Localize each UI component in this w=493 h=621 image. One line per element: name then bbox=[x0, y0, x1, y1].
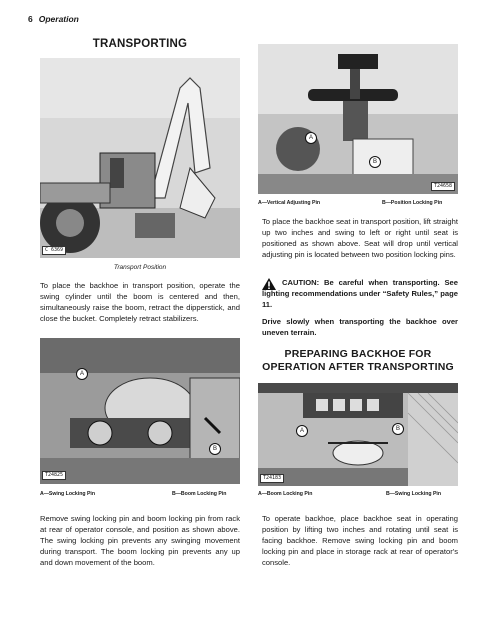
caption-a: A—Swing Locking Pin bbox=[40, 491, 96, 497]
callout-a: A bbox=[305, 132, 317, 144]
preparing-title-line2: OPERATION AFTER TRANSPORTING bbox=[262, 361, 454, 373]
page-header bbox=[28, 14, 79, 24]
photo-tag: T24183 bbox=[260, 474, 284, 483]
photo-tag: T24658 bbox=[431, 182, 455, 191]
caption-b: B—Swing Locking Pin bbox=[386, 491, 442, 497]
preparing-title-line1: PREPARING BACKHOE FOR bbox=[284, 348, 432, 360]
seat-paragraph: To place the backhoe seat in transport position, lift straight up two inches and swing to left or right until seat is positioned as shown above. Seat will drop until vertical adjusting pin is located between two position locking pins. bbox=[262, 217, 458, 259]
callout-b: B bbox=[369, 156, 381, 168]
photo-tag: T24825 bbox=[42, 471, 66, 480]
transport-position-photo bbox=[40, 58, 240, 258]
console-photo bbox=[258, 383, 458, 486]
caption-a: A—Boom Locking Pin bbox=[258, 491, 313, 497]
page-number: 6 bbox=[28, 14, 33, 24]
callout-a: A bbox=[296, 425, 308, 437]
callout-b: B bbox=[392, 423, 404, 435]
transport-paragraph: To place the backhoe in transport position, operate the swing cylinder until the boom is centered and then, simultaneously raise the boom, retract the dipperstick, and close the bucket. Completely retract stabilizers. bbox=[40, 281, 240, 323]
seat-photo bbox=[258, 44, 458, 194]
section-name: Operation bbox=[38, 14, 79, 24]
caption-b: B—Boom Locking Pin bbox=[172, 491, 227, 497]
drive-slowly-text: Drive slowly when transporting the backhoe over uneven terrain. bbox=[262, 317, 458, 337]
caption-b: B—Position Locking Pin bbox=[382, 200, 443, 206]
remove-pins-paragraph: Remove swing locking pin and boom locking pin from rack at rear of operator console, and position as shown above. The swing locking pin prevents any swinging movement during transport. The boom locking pin prevents any up and down movement of the boom. bbox=[40, 514, 240, 567]
operate-backhoe-paragraph: To operate backhoe, place backhoe seat in operating position by lifting two inches and rotating until seat is facing backhoe. Remove swing locking pin and boom locking pin and place in storage rack at rear of operator's console. bbox=[262, 514, 458, 567]
caution-text: CAUTION: Be careful when transporting. See lighting recommendations under “Safety Rules,” page 11. bbox=[262, 278, 458, 309]
transporting-title: TRANSPORTING bbox=[92, 38, 188, 50]
photo-tag: C 6369 bbox=[42, 246, 66, 255]
callout-a: A bbox=[76, 368, 88, 380]
photo-caption: Transport Position bbox=[113, 264, 167, 271]
caption-a: A—Vertical Adjusting Pin bbox=[258, 200, 321, 206]
locking-pins-photo bbox=[40, 338, 240, 484]
callout-b: B bbox=[209, 443, 221, 455]
